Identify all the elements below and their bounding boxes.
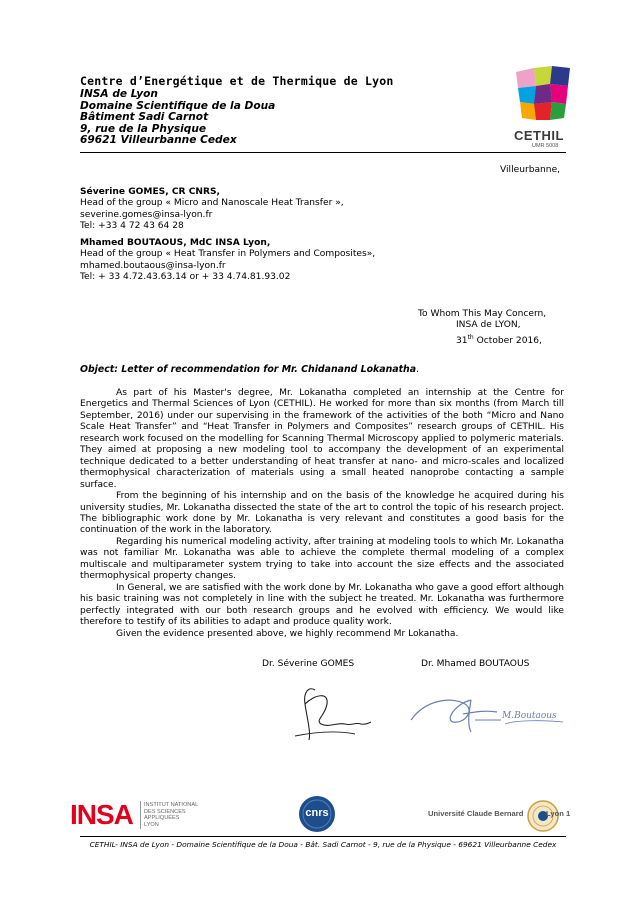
insa-logo-text: INSA — [70, 799, 133, 830]
address-line: Domaine Scientifique de la Doua — [80, 99, 276, 112]
sender-2-email: mhamed.boutaous@insa-lyon.fr — [80, 260, 226, 271]
insa-line: APPLIQUÉES — [144, 815, 180, 822]
ucbl-logo — [428, 800, 571, 832]
letter-body — [80, 388, 564, 640]
footer-text: CETHIL- INSA de Lyon - Domaine Scientifique de la Doua - Bât. Sadi Carnot - 9, rue de la Physique - 69621 Villeurbanne Cedex — [89, 840, 557, 849]
insa-logo-subtext — [144, 802, 198, 828]
cnrs-logo-text: cnrs — [305, 807, 329, 819]
insa-logo — [70, 800, 200, 832]
org-address — [80, 89, 275, 147]
org-name: Centre d’Energétique et de Thermique de Lyon — [80, 74, 394, 88]
paragraph: As part of his Master's degree, Mr. Lokanatha completed an internship at the Centre for Energetics and Thermal Sciences of Lyon (CETHIL). He worked for more than six months (from March till September, 2016) under our supervising in the framework of the activities of the both “Micro and Nano Scale Heat Transfer” and “Heat Transfer in Polymers and Composites” research groups of CETHIL. His research work focused on the modelling for Scanning Thermal Microscopy applied to polymeric materials. They aimed at proposing a new modeling tool to accompany the development of an experimental technique dedicated to a better understanding of heat transfer at nano- and micro-scales and localized thermophysical characterization of materials using a small heated nanoprobe contacting a sample surface. — [80, 388, 564, 490]
recipient-date — [418, 332, 546, 347]
date-day-suffix: th — [467, 333, 474, 341]
recipient — [418, 309, 546, 347]
address-line: 9, rue de la Physique — [80, 122, 207, 135]
insa-line: INSTITUT NATIONAL — [144, 802, 199, 808]
sender-2-name: Mhamed BOUTAOUS, MdC INSA Lyon, — [80, 238, 271, 248]
address-line: 69621 Villeurbanne Cedex — [80, 134, 237, 147]
paragraph: In General, we are satisfied with the work done by Mr. Lokanatha who gave a good effort although his basic training was not completely in line with the subject he treated. Mr. Lokanatha was furthermore perfectly integrated with our both research groups and he evolved with efficiency. We would like therefore to testify of its abilities to adapt and produce quality work. — [80, 582, 564, 628]
sender-1 — [80, 187, 344, 233]
object-text: Object: Letter of recommendation for Mr. Chidanand Lokanatha — [80, 364, 417, 375]
recipient-line-1: To Whom This May Concern, — [418, 309, 547, 319]
sender-1-tel: Tel: +33 4 72 43 64 28 — [80, 221, 184, 232]
sender-2 — [80, 238, 375, 284]
sender-1-line: Head of the group « Micro and Nanoscale Heat Transfer », — [80, 198, 344, 209]
cnrs-logo — [298, 795, 336, 833]
date-month-year: October 2016, — [473, 335, 542, 346]
ucbl-logo-text: Université Claude Bernard — [428, 809, 524, 818]
paragraph: Given the evidence presented above, we highly recommend Mr Lokanatha. — [116, 628, 459, 639]
ucbl-logo-suffix: Lyon 1 — [546, 809, 571, 818]
signature-2-name: Dr. Mhamed BOUTAOUS — [421, 659, 530, 669]
insa-logo-divider — [140, 801, 141, 829]
signature-2-handwritten: M.Boutaous — [502, 711, 557, 721]
letter-object — [80, 364, 419, 375]
cethil-logo — [512, 66, 572, 148]
object-end: . — [416, 364, 420, 375]
cethil-logo-subtext: UMR 5008 — [532, 143, 559, 149]
date-day: 31 — [456, 335, 468, 346]
sender-2-tel: Tel: + 33 4.72.43.63.14 or + 33 4.74.81.93.02 — [80, 272, 291, 283]
cethil-logo-mark — [512, 66, 572, 124]
paragraph: Regarding his numerical modeling activity, after training at modeling tools to which Mr. Lokanatha was not familiar Mr. Lokanatha was able to achieve the complete thermal modeling of a complex multiscale and multiparameter system trying to take into account the size effects and the associated thermophysical property changes. — [80, 536, 564, 582]
cethil-logo-text: CETHIL — [514, 128, 564, 143]
header-divider — [80, 152, 566, 153]
address-line: INSA de Lyon — [80, 88, 158, 100]
place: Villeurbanne, — [500, 165, 561, 175]
signature-1-name: Dr. Séverine GOMES — [262, 659, 355, 669]
footer-divider — [80, 836, 566, 837]
sender-2-line: Head of the group « Heat Transfer in Polymers and Composites», — [80, 249, 376, 260]
insa-line: DES SCIENCES — [144, 808, 186, 815]
address-line: Bâtiment Sadi Carnot — [80, 111, 209, 124]
recipient-line-2: INSA de LYON, — [456, 320, 521, 331]
signature-1-image — [285, 682, 375, 744]
sender-1-name: Séverine GOMES, CR CNRS, — [80, 187, 220, 197]
paragraph: From the beginning of his internship and on the basis of the knowledge he acquired during his university studies, Mr. Lokanatha dissected the state of the art to control the topic of his research project. The bibliographic work done by Mr. Lokanatha is very relevant and constitutes a good basis for the continuation of the work in the laboratory. — [80, 491, 564, 536]
sender-1-email: severine.gomes@insa-lyon.fr — [80, 209, 213, 220]
insa-line: LYON — [144, 821, 159, 828]
